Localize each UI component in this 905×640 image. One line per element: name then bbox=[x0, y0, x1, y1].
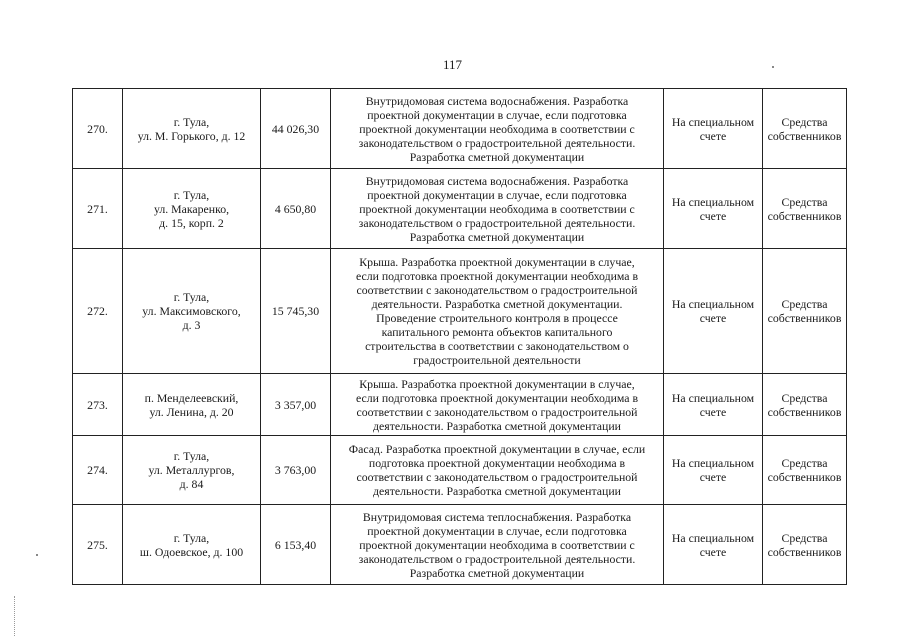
funding-source-line: собственников bbox=[767, 544, 842, 559]
works-description bbox=[331, 249, 664, 374]
row-number: 273. bbox=[73, 374, 123, 436]
works-description-line: градостроительной деятельности bbox=[413, 353, 581, 367]
works-description-line: деятельности. Разработка сметной документации bbox=[373, 484, 621, 498]
funding-source-line: Средства bbox=[781, 194, 828, 209]
address-line: г. Тула, bbox=[173, 449, 210, 463]
account-type-line: На специальном bbox=[671, 456, 755, 470]
works-description-line: законодательством о градостроительной деятельности. bbox=[358, 215, 636, 230]
account-type-line: счете bbox=[699, 404, 727, 419]
works-description-line: проектной документации в случае, если подготовка bbox=[367, 187, 627, 202]
address bbox=[123, 436, 261, 505]
works-description-line: Внутридомовая система теплоснабжения. Разработка bbox=[362, 509, 632, 524]
works-description-line: соответствии с законодательством о градостроительной bbox=[356, 283, 638, 297]
account-type-line: На специальном bbox=[671, 194, 755, 209]
account-type-line: счете bbox=[699, 544, 727, 559]
address bbox=[123, 505, 261, 585]
address-line: ул. Ленина, д. 20 bbox=[149, 404, 234, 419]
works-description-line: Крыша. Разработка проектной документации в случае, bbox=[359, 255, 635, 269]
account-type bbox=[664, 89, 763, 169]
funding-source bbox=[763, 374, 847, 436]
works-description-line: если подготовка проектной документации необходима в bbox=[355, 269, 639, 283]
account-type-line: На специальном bbox=[671, 114, 755, 129]
address bbox=[123, 89, 261, 169]
amount: 3 763,00 bbox=[261, 436, 331, 505]
address bbox=[123, 169, 261, 249]
account-type-line: счете bbox=[699, 311, 727, 325]
works-description bbox=[331, 89, 664, 169]
works-description-line: проектной документации необходима в соответствии с bbox=[359, 537, 635, 552]
address-line: д. 15, корп. 2 bbox=[159, 215, 224, 230]
works-description-line: Разработка сметной документации bbox=[409, 565, 585, 580]
address bbox=[123, 374, 261, 436]
scan-artifact bbox=[36, 554, 38, 556]
table-row bbox=[73, 169, 847, 249]
table-row bbox=[73, 249, 847, 374]
funding-source-line: Средства bbox=[781, 456, 828, 470]
table-row bbox=[73, 436, 847, 505]
works-description-line: строительства в соответствии с законодательством о bbox=[365, 339, 629, 353]
account-type bbox=[664, 249, 763, 374]
account-type-line: счете bbox=[699, 208, 727, 223]
scan-artifact bbox=[772, 66, 774, 68]
address-line: ул. М. Горького, д. 12 bbox=[137, 128, 246, 143]
address-line: ул. Металлургов, bbox=[148, 463, 235, 477]
works-description-line: Фасад. Разработка проектной документации в случае, если bbox=[348, 442, 646, 456]
funding-source-line: собственников bbox=[767, 470, 842, 484]
funding-source-line: собственников bbox=[767, 208, 842, 223]
works-description-line: Внутридомовая система водоснабжения. Разработка bbox=[365, 173, 629, 188]
address-line: п. Менделеевский, bbox=[144, 390, 239, 405]
funding-source-line: собственников bbox=[767, 128, 842, 143]
address-line: г. Тула, bbox=[173, 114, 210, 129]
row-number: 270. bbox=[73, 89, 123, 169]
amount: 44 026,30 bbox=[261, 89, 331, 169]
works-description-line: Проведение строительного контроля в процессе bbox=[376, 311, 618, 325]
address-line: ш. Одоевское, д. 100 bbox=[139, 544, 244, 559]
account-type bbox=[664, 505, 763, 585]
works-description-line: проектной документации необходима в соответствии с bbox=[359, 121, 635, 136]
works-table-body bbox=[73, 89, 847, 585]
works-table bbox=[72, 88, 847, 585]
funding-source-line: Средства bbox=[781, 114, 828, 129]
amount: 6 153,40 bbox=[261, 505, 331, 585]
works-description-line: проектной документации в случае, если подготовка bbox=[367, 523, 627, 538]
funding-source bbox=[763, 436, 847, 505]
address-line: д. 3 bbox=[182, 318, 201, 332]
amount: 4 650,80 bbox=[261, 169, 331, 249]
funding-source-line: собственников bbox=[767, 404, 842, 419]
account-type bbox=[664, 436, 763, 505]
works-description-line: законодательством о градостроительной деятельности. bbox=[358, 135, 636, 150]
row-number: 275. bbox=[73, 505, 123, 585]
amount: 3 357,00 bbox=[261, 374, 331, 436]
works-description-line: Разработка сметной документации bbox=[409, 149, 585, 164]
works-description-line: Разработка сметной документации bbox=[409, 229, 585, 244]
works-description-line: подготовка проектной документации необходима в bbox=[368, 456, 626, 470]
works-description-line: соответствии с законодательством о градостроительной bbox=[356, 470, 638, 484]
works-description-line: законодательством о градостроительной деятельности. bbox=[358, 551, 636, 566]
works-description-line: деятельности. Разработка сметной документации bbox=[373, 418, 621, 433]
account-type-line: На специальном bbox=[671, 297, 755, 311]
works-description bbox=[331, 169, 664, 249]
works-description bbox=[331, 505, 664, 585]
table-row bbox=[73, 89, 847, 169]
row-number: 272. bbox=[73, 249, 123, 374]
row-number: 271. bbox=[73, 169, 123, 249]
works-description-line: Крыша. Разработка проектной документации в случае, bbox=[359, 376, 635, 391]
account-type bbox=[664, 169, 763, 249]
works-description-line: Внутридомовая система водоснабжения. Разработка bbox=[365, 93, 629, 108]
account-type-line: счете bbox=[699, 470, 727, 484]
address bbox=[123, 249, 261, 374]
account-type bbox=[664, 374, 763, 436]
table-row bbox=[73, 505, 847, 585]
page-number: 117 bbox=[442, 57, 463, 72]
works-description bbox=[331, 436, 664, 505]
works-description-line: проектной документации в случае, если подготовка bbox=[367, 107, 627, 122]
works-description-line: деятельности. Разработка сметной документации. bbox=[371, 297, 623, 311]
funding-source-line: собственников bbox=[767, 311, 842, 325]
scan-artifact bbox=[14, 596, 16, 636]
amount: 15 745,30 bbox=[261, 249, 331, 374]
address-line: г. Тула, bbox=[173, 530, 210, 545]
address-line: ул. Максимовского, bbox=[142, 304, 241, 318]
works-description-line: проектной документации необходима в соответствии с bbox=[359, 201, 635, 216]
works-description-line: соответствии с законодательством о градостроительной bbox=[356, 404, 638, 419]
address-line: д. 84 bbox=[179, 477, 204, 491]
works-description bbox=[331, 374, 664, 436]
funding-source bbox=[763, 169, 847, 249]
address-line: г. Тула, bbox=[173, 290, 210, 304]
account-type-line: счете bbox=[699, 128, 727, 143]
funding-source bbox=[763, 89, 847, 169]
funding-source-line: Средства bbox=[781, 390, 828, 405]
funding-source-line: Средства bbox=[781, 297, 828, 311]
funding-source bbox=[763, 249, 847, 374]
address-line: г. Тула, bbox=[173, 187, 210, 202]
table-row bbox=[73, 374, 847, 436]
funding-source-line: Средства bbox=[781, 530, 828, 545]
row-number: 274. bbox=[73, 436, 123, 505]
account-type-line: На специальном bbox=[671, 390, 755, 405]
works-description-line: капитального ремонта объектов капитального bbox=[381, 325, 613, 339]
funding-source bbox=[763, 505, 847, 585]
account-type-line: На специальном bbox=[671, 530, 755, 545]
address-line: ул. Макаренко, bbox=[153, 201, 230, 216]
works-description-line: если подготовка проектной документации необходима в bbox=[355, 390, 639, 405]
